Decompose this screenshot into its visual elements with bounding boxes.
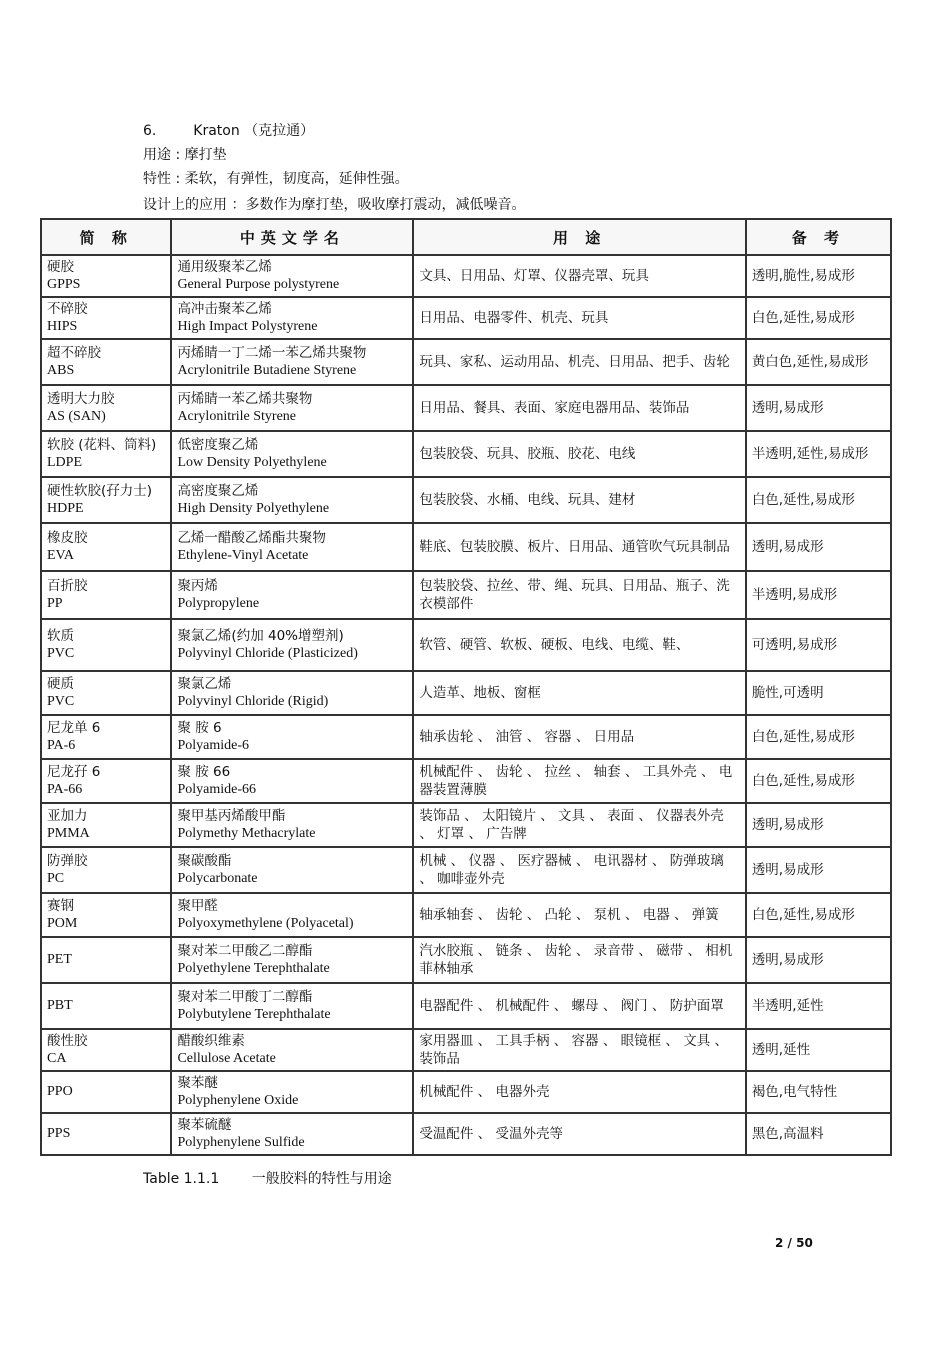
name-en: Cellulose Acetate: [177, 1051, 276, 1066]
abbr-en: PP: [47, 596, 63, 611]
abbr-cell: [41, 937, 171, 983]
name-cn: 聚碳酸酯: [177, 853, 232, 869]
table-row: [41, 571, 891, 619]
table-row: [41, 671, 891, 715]
caption-text: 一般胶料的特性与用途: [251, 1171, 392, 1187]
use-cell: [413, 803, 745, 847]
usage-line: 用途 : 摩打垫: [143, 147, 227, 163]
abbr-cn: 亚加力: [47, 808, 88, 824]
abbr-cell: [41, 477, 171, 523]
use-cell: [413, 847, 745, 893]
name-cn: 聚丙烯: [177, 578, 218, 594]
abbr-en: PMMA: [47, 826, 90, 841]
name-cell: [171, 1071, 413, 1113]
note-text: 白色,延性,易成形: [751, 310, 855, 326]
abbr-cn: 防弹胶: [47, 853, 88, 869]
name-en: Polyethylene Terephthalate: [177, 961, 330, 976]
note-text: 透明,易成形: [751, 539, 824, 555]
table-body: [41, 255, 891, 1155]
name-cn: 聚氯乙烯: [177, 676, 232, 692]
abbr-en: PA-6: [47, 738, 76, 753]
name-cn: 聚 胺 66: [177, 764, 231, 780]
abbr-cell: [41, 803, 171, 847]
name-en: Polyamide-6: [177, 738, 249, 753]
table-row: [41, 385, 891, 431]
use-text: 汽水胶瓶 、 链条 、 齿轮 、 录音带 、 磁带 、 相机菲林轴承: [419, 943, 733, 977]
abbr-en: PVC: [47, 694, 75, 709]
name-en: Polyvinyl Chloride (Rigid): [177, 694, 329, 709]
abbr-en: ABS: [47, 363, 75, 378]
use-cell: [413, 983, 745, 1029]
use-cell: [413, 571, 745, 619]
use-cell: [413, 759, 745, 803]
use-cell: [413, 1071, 745, 1113]
name-cn: 乙烯一醋酸乙烯酯共聚物: [177, 530, 326, 546]
name-cn: 聚 胺 6: [177, 720, 222, 736]
name-en: Polyamide-66: [177, 782, 256, 797]
section-heading: [143, 121, 314, 141]
use-text: 日用品、餐具、表面、家庭电器用品、装饰品: [419, 400, 690, 416]
abbr-cn: 赛钢: [47, 898, 74, 914]
abbr-en: AS (SAN): [47, 409, 106, 424]
name-cell: [171, 385, 413, 431]
name-en: Polyvinyl Chloride (Plasticized): [177, 646, 358, 661]
name-cell: [171, 803, 413, 847]
use-text: 包装胶袋、拉丝、带、绳、玩具、日用品、瓶子、洗衣模部件: [419, 578, 730, 612]
use-cell: [413, 431, 745, 477]
use-cell: [413, 619, 745, 671]
name-cell: [171, 715, 413, 759]
use-text: 人造革、地板、窗框: [419, 685, 541, 701]
use-cell: [413, 1029, 745, 1071]
note-text: 脆性,可透明: [751, 685, 824, 701]
abbr-cell: [41, 759, 171, 803]
note-cell: [746, 893, 891, 937]
plastics-table: [40, 218, 892, 1156]
abbr-cell: [41, 619, 171, 671]
header-name: 中英文学名: [171, 219, 413, 255]
name-en: High Impact Polystyrene: [177, 319, 318, 334]
name-cell: [171, 339, 413, 385]
abbr-cn: 尼龙单 6: [47, 720, 101, 736]
abbr-cell: [41, 671, 171, 715]
abbr-en: PVC: [47, 646, 75, 661]
name-cn: 低密度聚乙烯: [177, 437, 259, 453]
note-cell: [746, 847, 891, 893]
abbr-en: PPO: [47, 1084, 73, 1099]
note-text: 可透明,易成形: [751, 637, 838, 653]
note-cell: [746, 477, 891, 523]
table-row: [41, 983, 891, 1029]
use-cell: [413, 385, 745, 431]
name-cn: 醋酸织维素: [177, 1033, 245, 1049]
section-name-cn: （克拉通）: [244, 123, 315, 139]
table-row: [41, 619, 891, 671]
section-name: Kraton: [193, 123, 240, 139]
table-row: [41, 297, 891, 339]
abbr-cn: 透明大力胶: [47, 391, 115, 407]
abbr-cell: [41, 255, 171, 297]
header-abbr: 简 称: [41, 219, 171, 255]
note-text: 透明,易成形: [751, 817, 824, 833]
use-cell: [413, 671, 745, 715]
note-cell: [746, 1113, 891, 1155]
abbr-cn: 不碎胶: [47, 301, 88, 317]
use-cell: [413, 297, 745, 339]
name-cell: [171, 571, 413, 619]
note-cell: [746, 431, 891, 477]
name-en: Acrylonitrile Butadiene Styrene: [177, 363, 357, 378]
name-cell: [171, 671, 413, 715]
table-row: [41, 1071, 891, 1113]
note-text: 透明,脆性,易成形: [751, 268, 855, 284]
note-cell: [746, 297, 891, 339]
use-text: 玩具、家私、运动用品、机壳、日用品、把手、齿轮: [419, 354, 730, 370]
name-cell: [171, 1029, 413, 1071]
abbr-en: PPS: [47, 1126, 71, 1141]
table-row: [41, 339, 891, 385]
note-text: 透明,易成形: [751, 952, 824, 968]
abbr-cn: 硬质: [47, 676, 74, 692]
table-row: [41, 1029, 891, 1071]
use-text: 鞋底、包装胶膜、板片、日用品、通管吹气玩具制品: [419, 539, 730, 555]
abbr-en: PET: [47, 952, 72, 967]
name-cn: 聚甲醛: [177, 898, 218, 914]
name-cell: [171, 477, 413, 523]
abbr-cn: 尼龙孖 6: [47, 764, 101, 780]
abbr-en: LDPE: [47, 455, 82, 470]
note-cell: [746, 571, 891, 619]
note-cell: [746, 937, 891, 983]
name-cn: 聚苯硫醚: [177, 1117, 232, 1133]
name-en: Polyphenylene Oxide: [177, 1093, 299, 1108]
note-text: 半透明,延性,易成形: [751, 446, 869, 462]
table-row: [41, 893, 891, 937]
note-cell: [746, 619, 891, 671]
table-row: [41, 937, 891, 983]
name-en: Acrylonitrile Styrene: [177, 409, 297, 424]
use-cell: [413, 715, 745, 759]
name-cell: [171, 255, 413, 297]
name-cell: [171, 1113, 413, 1155]
use-text: 装饰品 、 太阳镜片 、 文具 、 表面 、 仪器表外壳 、 灯罩 、 广告牌: [419, 808, 724, 842]
use-text: 家用器皿 、 工具手柄 、 容器 、 眼镜框 、 文具 、 装饰品: [419, 1033, 729, 1067]
name-cell: [171, 431, 413, 477]
abbr-cell: [41, 1113, 171, 1155]
note-text: 白色,延性,易成形: [751, 492, 855, 508]
abbr-en: PBT: [47, 998, 73, 1013]
note-cell: [746, 759, 891, 803]
note-text: 白色,延性,易成形: [751, 729, 855, 745]
note-text: 透明,易成形: [751, 862, 824, 878]
abbr-cell: [41, 983, 171, 1029]
name-en: Low Density Polyethylene: [177, 455, 327, 470]
abbr-en: PA-66: [47, 782, 83, 797]
table-row: [41, 715, 891, 759]
abbr-cell: [41, 1071, 171, 1113]
note-cell: [746, 385, 891, 431]
section-number: 6.: [143, 123, 157, 139]
name-cn: 聚对苯二甲酸乙二醇酯: [177, 943, 313, 959]
abbr-cell: [41, 385, 171, 431]
note-text: 白色,延性,易成形: [751, 907, 855, 923]
abbr-cell: [41, 431, 171, 477]
table-row: [41, 803, 891, 847]
note-cell: [746, 1029, 891, 1071]
use-text: 软管、硬管、软板、硬板、电线、电缆、鞋、: [419, 637, 690, 653]
abbr-en: CA: [47, 1051, 67, 1066]
note-cell: [746, 523, 891, 571]
header-use: 用 途: [413, 219, 745, 255]
name-en: Ethylene-Vinyl Acetate: [177, 548, 309, 563]
name-en: Polyoxymethylene (Polyacetal): [177, 916, 354, 931]
caption-label: Table 1.1.1: [143, 1171, 220, 1187]
use-cell: [413, 255, 745, 297]
use-cell: [413, 893, 745, 937]
abbr-cell: [41, 571, 171, 619]
name-en: Polypropylene: [177, 596, 260, 611]
note-cell: [746, 671, 891, 715]
name-cell: [171, 983, 413, 1029]
abbr-en: GPPS: [47, 277, 81, 292]
abbr-cn: 超不碎胶: [47, 345, 101, 361]
name-cn: 通用级聚苯乙烯: [177, 259, 272, 275]
table-row: [41, 759, 891, 803]
note-text: 半透明,延性: [751, 998, 824, 1014]
use-text: 包装胶袋、玩具、胶瓶、胶花、电线: [419, 446, 636, 462]
table-row: [41, 847, 891, 893]
note-cell: [746, 255, 891, 297]
name-en: Polyphenylene Sulfide: [177, 1135, 305, 1150]
abbr-cn: 软胶 (花料、筒料): [47, 437, 157, 453]
name-cell: [171, 759, 413, 803]
use-cell: [413, 523, 745, 571]
note-text: 黄白色,延性,易成形: [751, 354, 869, 370]
use-text: 机械 、 仪器 、 医疗器械 、 电讯器材 、 防弹玻璃 、 咖啡壶外壳: [419, 853, 724, 887]
abbr-cn: 酸性胶: [47, 1033, 88, 1049]
design-line: 设计上的应用 ：多数作为摩打垫，吸收摩打震动，减低噪音。: [143, 197, 526, 213]
note-cell: [746, 715, 891, 759]
note-text: 透明,易成形: [751, 400, 824, 416]
abbr-cell: [41, 523, 171, 571]
use-text: 轴承轴套 、 齿轮 、 凸轮 、 泵机 、 电器 、 弹簧: [419, 907, 719, 923]
table-row: [41, 255, 891, 297]
abbr-cn: 硬性软胶(孖力士): [47, 483, 153, 499]
abbr-cell: [41, 1029, 171, 1071]
name-cn: 聚苯醚: [177, 1075, 218, 1091]
page-number: 2 / 50: [775, 1236, 813, 1250]
name-cell: [171, 847, 413, 893]
name-cn: 高冲击聚苯乙烯: [177, 301, 272, 317]
name-cell: [171, 523, 413, 571]
name-en: High Density Polyethylene: [177, 501, 330, 516]
name-en: Polybutylene Terephthalate: [177, 1007, 331, 1022]
abbr-cn: 硬胶: [47, 259, 74, 275]
abbr-en: POM: [47, 916, 78, 931]
note-cell: [746, 339, 891, 385]
use-cell: [413, 477, 745, 523]
abbr-cell: [41, 847, 171, 893]
table-row: [41, 523, 891, 571]
use-text: 电器配件 、 机械配件 、 螺母 、 阀门 、 防护面罩: [419, 998, 724, 1014]
traits-line: 特性 : 柔软，有弹性，韧度高，延伸性强。: [143, 171, 409, 187]
name-cell: [171, 297, 413, 339]
note-text: 褐色,电气特性: [751, 1084, 838, 1100]
note-text: 透明,延性: [751, 1042, 811, 1058]
abbr-cell: [41, 893, 171, 937]
use-text: 包装胶袋、水桶、电线、玩具、建材: [419, 492, 636, 508]
name-cn: 聚甲基丙烯酸甲酯: [177, 808, 286, 824]
abbr-cell: [41, 339, 171, 385]
name-cn: 丙烯睛一丁二烯一苯乙烯共聚物: [177, 345, 367, 361]
use-text: 轴承齿轮 、 油管 、 容器 、 日用品: [419, 729, 635, 745]
use-cell: [413, 339, 745, 385]
name-en: Polycarbonate: [177, 871, 258, 886]
abbr-en: HDPE: [47, 501, 84, 516]
use-text: 文具、日用品、灯罩、仪器壳罩、玩具: [419, 268, 649, 284]
table-row: [41, 431, 891, 477]
use-cell: [413, 937, 745, 983]
abbr-en: EVA: [47, 548, 74, 563]
abbr-cell: [41, 715, 171, 759]
abbr-cn: 百折胶: [47, 578, 88, 594]
note-cell: [746, 1071, 891, 1113]
name-cn: 聚对苯二甲酸丁二醇酯: [177, 989, 313, 1005]
name-cell: [171, 937, 413, 983]
abbr-en: PC: [47, 871, 65, 886]
name-cell: [171, 893, 413, 937]
table-row: [41, 1113, 891, 1155]
use-text: 受温配件 、 受温外壳等: [419, 1126, 563, 1142]
name-en: General Purpose polystyrene: [177, 277, 340, 292]
use-cell: [413, 1113, 745, 1155]
abbr-cell: [41, 297, 171, 339]
abbr-cn: 橡皮胶: [47, 530, 88, 546]
name-cn: 高密度聚乙烯: [177, 483, 259, 499]
name-cn: 丙烯睛一苯乙烯共聚物: [177, 391, 313, 407]
note-text: 黑色,高温料: [751, 1126, 824, 1142]
use-text: 日用品、电器零件、机壳、玩具: [419, 310, 609, 326]
note-cell: [746, 803, 891, 847]
use-text: 机械配件 、 电器外壳: [419, 1084, 550, 1100]
use-text: 机械配件 、 齿轮 、 拉丝 、 轴套 、 工具外壳 、 电器装置薄膜: [419, 764, 733, 798]
header-note: 备 考: [746, 219, 891, 255]
table-row: [41, 477, 891, 523]
note-text: 半透明,易成形: [751, 587, 838, 603]
note-text: 白色,延性,易成形: [751, 773, 855, 789]
note-cell: [746, 983, 891, 1029]
abbr-cn: 软质: [47, 628, 74, 644]
name-cell: [171, 619, 413, 671]
table-header-row: [41, 219, 891, 255]
name-en: Polymethy Methacrylate: [177, 826, 316, 841]
table-caption: [143, 1168, 392, 1188]
name-cn: 聚氯乙烯(约加 40%增塑剂): [177, 628, 344, 644]
abbr-en: HIPS: [47, 319, 78, 334]
